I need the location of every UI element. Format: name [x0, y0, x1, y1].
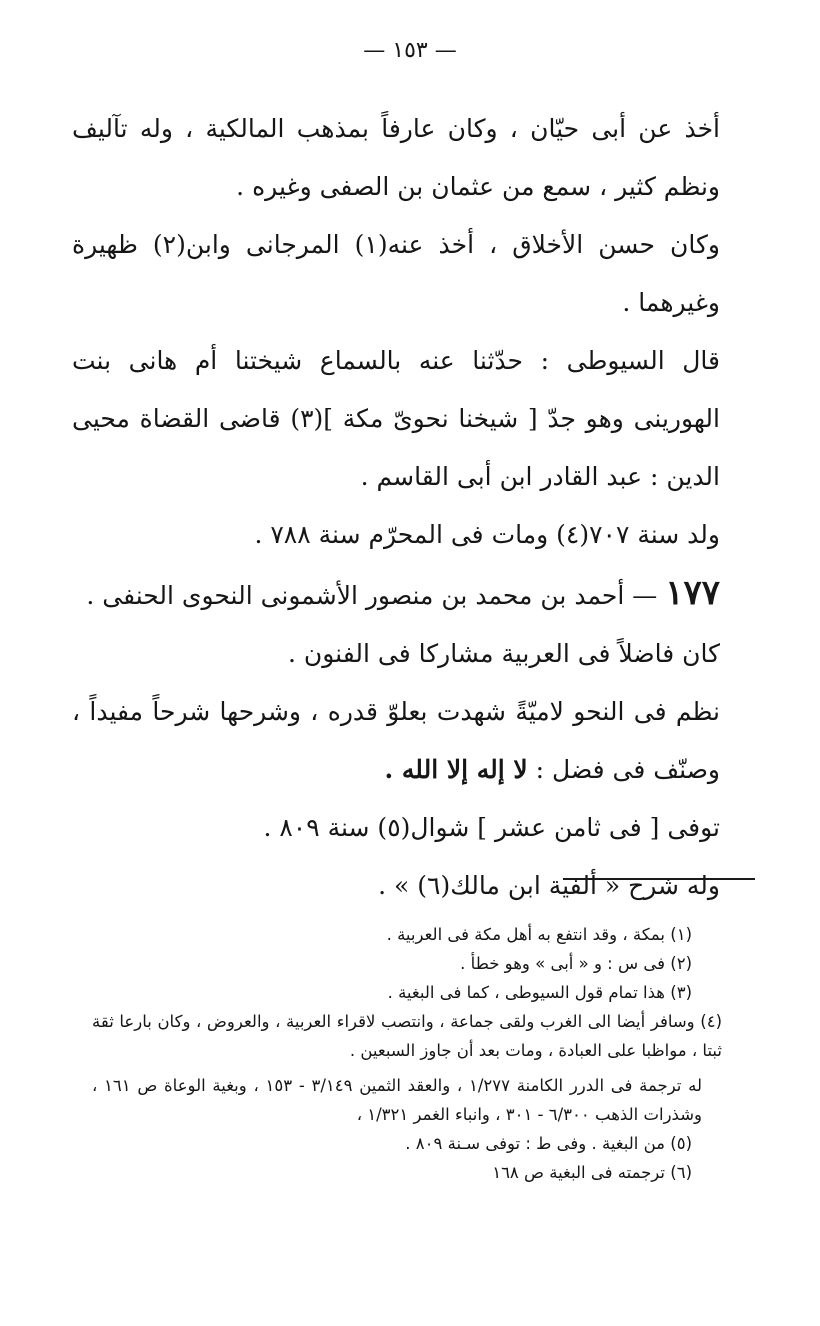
- translation-note: له ترجمة فى الدرر الكامنة ١/٢٧٧ ، والعقد الثمين ٣/١٤٩ - ١٥٣ ، وبغية الوعاة ص ١٦١ ، وشذرات الذهب ٦/٣٠٠ - ٣٠١ ، وانباء الغمر ١/٣٢١ ،: [92, 1076, 702, 1124]
- entry-number: ١٧٧: [665, 573, 720, 613]
- paragraph-4: ولد سنة ٧٠٧(٤) ومات فى المحرّم سنة ٧٨٨ .: [254, 520, 720, 549]
- footnote-2: (٢) فى س : و « أبى » وهو خطأ .: [460, 954, 692, 973]
- entry-heading: [72, 564, 720, 625]
- footnote-3: (٣) هذا تمام قول السيوطى ، كما فى البغية .: [387, 983, 692, 1002]
- footnote-1: (١) بمكة ، وقد انتفع به أهل مكة فى العربية .: [386, 925, 692, 944]
- main-text: [72, 100, 720, 915]
- entry-name: أحمد بن محمد بن منصور الأشمونى النحوى الحنفى .: [86, 581, 625, 610]
- bold-phrase: لا إله إلا الله .: [384, 755, 528, 784]
- footnote-5: (٥) من البغية . وفى ط : توفى سـنة ٨٠٩ .: [405, 1134, 692, 1153]
- footnote-divider: [563, 878, 755, 880]
- entry-paragraph-3: توفى [ فى ثامن عشر ] شوال(٥) سنة ٨٠٩ .: [263, 813, 720, 842]
- paragraph-3: قال السيوطى : حدّثنا عنه بالسماع شيختنا أم هانى بنت الهورينى وهو جدّ [ شيخنا نحوىّ مكة ](٣) قاضى القضاة محيى الدين : عبد القادر ابن أبى القاسم .: [72, 346, 720, 491]
- page-number: — ١٥٣ —: [363, 38, 457, 63]
- paragraph-2: وكان حسن الأخلاق ، أخذ عنه(١) المرجانى وابن(٢) ظهيرة وغيرهما .: [72, 230, 721, 317]
- paragraph-1: أخذ عن أبى حيّان ، وكان عارفاً بمذهب المالكية ، وله تآليف ونظم كثير ، سمع من عثمان بن الصفى وغيره .: [72, 114, 720, 201]
- entry-paragraph-2-text: نظم فى النحو لاميّةً شهدت بعلوّ قدره ، وشرحها شرحاً مفيداً ، وصنّف فى فضل :: [72, 697, 720, 784]
- footnote-4: (٤) وسافر أيضا الى الغرب ولقى جماعة ، وانتصب لاقراء العربية ، والعروض ، وكان بارعا ثقة ثبتا ، مواظبا على العبادة ، ومات بعد أن جاوز السبعين .: [92, 1012, 722, 1060]
- entry-dash: —: [624, 581, 666, 610]
- footnotes: [92, 920, 762, 1187]
- entry-paragraph-1: كان فاضلاً فى العربية مشاركا فى الفنون .: [288, 639, 720, 668]
- entry-paragraph-2: [72, 683, 720, 799]
- entry-paragraph-4: وله شرح « ألفية ابن مالك(٦) » .: [378, 871, 720, 900]
- footnote-6: (٦) ترجمته فى البغية ص ١٦٨: [492, 1163, 692, 1182]
